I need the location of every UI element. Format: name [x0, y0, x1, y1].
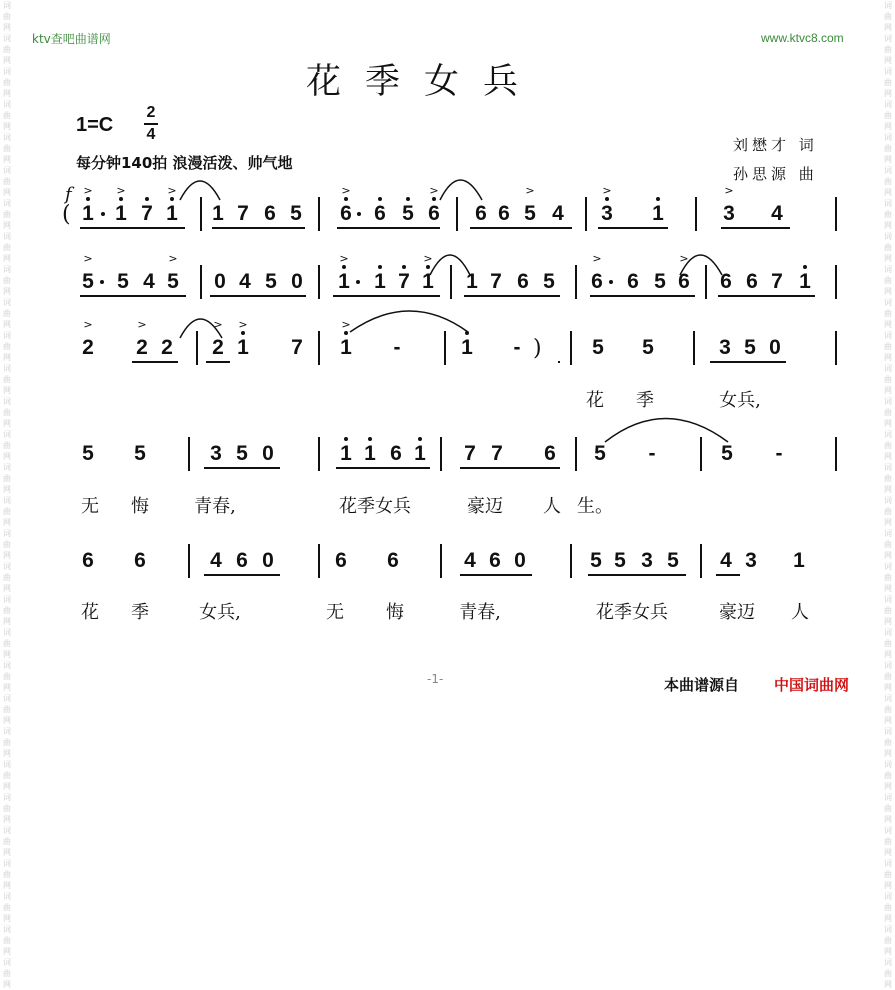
note: -	[393, 336, 401, 359]
lyric: 女兵,	[719, 390, 761, 411]
note: 5	[402, 202, 414, 225]
note: 5	[265, 270, 277, 293]
note: 4	[143, 270, 155, 293]
octave-dot-high	[241, 331, 245, 335]
note: -	[775, 442, 783, 465]
watermark-left: 词曲网词曲网词曲网词曲网词曲网词曲网词曲网词曲网词曲网词曲网词曲网词曲网词曲网词曲网词曲网词曲网词曲网词曲网词曲网词曲网词曲网词曲网词曲网词曲网词曲网词曲网词曲网词曲网词曲网词曲网	[3, 1, 11, 989]
beam-underline	[206, 361, 230, 363]
barline	[318, 331, 320, 365]
note: 6	[236, 549, 248, 572]
beam-underline	[460, 467, 560, 469]
beam-underline	[132, 361, 178, 363]
note: 1	[340, 442, 352, 465]
note: 1	[115, 202, 127, 225]
barline	[318, 265, 320, 299]
accent-mark: >	[83, 252, 93, 265]
barline	[693, 331, 695, 365]
beam-underline	[80, 295, 186, 297]
barline	[440, 544, 442, 578]
note: 5	[543, 270, 555, 293]
page-number: -1-	[427, 672, 444, 686]
note: 4	[771, 202, 783, 225]
accent-mark: >	[592, 252, 602, 265]
accent-mark: >	[213, 318, 223, 331]
beam-underline	[558, 361, 560, 363]
beam-underline	[336, 467, 430, 469]
octave-dot-high	[145, 197, 149, 201]
lyric: 女兵,	[199, 602, 241, 623]
lyric: 悔	[386, 602, 404, 623]
octave-dot-high	[426, 265, 430, 269]
note: 0	[214, 270, 226, 293]
note: 5	[614, 549, 626, 572]
note: 7	[398, 270, 410, 293]
note: 7	[464, 442, 476, 465]
barline	[835, 265, 837, 299]
beam-underline	[333, 295, 440, 297]
octave-dot-high	[418, 437, 422, 441]
lyricist-credit: 刘懋才 词	[733, 136, 818, 154]
source-label: 本曲谱源自	[664, 676, 740, 694]
note: 0	[262, 442, 274, 465]
note: 2	[82, 336, 94, 359]
lyric: 豪迈	[719, 602, 755, 623]
note: 1	[793, 549, 805, 572]
tempo-marking: 每分钟140拍 浪漫活泼、帅气地	[76, 154, 293, 172]
accent-mark: >	[724, 184, 734, 197]
closing-paren: )	[533, 336, 542, 361]
note: 5	[667, 549, 679, 572]
octave-dot-high	[344, 437, 348, 441]
note: 5	[744, 336, 756, 359]
time-signature-bottom: 4	[146, 126, 156, 143]
note: 5	[82, 270, 94, 293]
note: 0	[262, 549, 274, 572]
beam-underline	[721, 227, 790, 229]
lyric: 花季女兵	[596, 602, 668, 623]
note: 5	[236, 442, 248, 465]
note: 0	[514, 549, 526, 572]
barline	[570, 331, 572, 365]
barline	[835, 437, 837, 471]
note: 6	[489, 549, 501, 572]
octave-dot-high	[344, 331, 348, 335]
octave-dot-high	[368, 437, 372, 441]
beam-underline	[80, 227, 185, 229]
accent-mark: >	[137, 318, 147, 331]
note: 6	[627, 270, 639, 293]
octave-dot-high	[402, 265, 406, 269]
lyric: 季	[636, 390, 654, 411]
beam-underline	[588, 574, 686, 576]
note: 4	[552, 202, 564, 225]
note: 6	[264, 202, 276, 225]
beam-underline	[204, 467, 280, 469]
note: 5	[642, 336, 654, 359]
note: 6	[428, 202, 440, 225]
note: 6	[374, 202, 386, 225]
slur	[605, 419, 728, 443]
note: 5	[524, 202, 536, 225]
accent-mark: >	[167, 184, 177, 197]
octave-dot-high	[378, 265, 382, 269]
beam-underline	[460, 574, 532, 576]
note: 6	[82, 549, 94, 572]
lyric: 青春,	[459, 602, 501, 623]
octave-dot-high	[170, 197, 174, 201]
barline	[456, 197, 458, 231]
beam-underline	[464, 295, 560, 297]
lyric: 青春,	[194, 496, 236, 517]
octave-dot-high	[803, 265, 807, 269]
note: 4	[720, 549, 732, 572]
accent-mark: >	[83, 318, 93, 331]
note: 1	[166, 202, 178, 225]
accent-mark: >	[341, 318, 351, 331]
barline	[444, 331, 446, 365]
beam-underline	[212, 227, 305, 229]
accent-mark: >	[168, 252, 178, 265]
dynamic-mark: f	[65, 184, 72, 205]
octave-dot-high	[344, 197, 348, 201]
tie	[440, 180, 482, 200]
accent-mark: >	[525, 184, 535, 197]
note: 1	[338, 270, 350, 293]
time-signature-top: 2	[146, 104, 156, 121]
barline	[318, 437, 320, 471]
note: 5	[721, 442, 733, 465]
beam-underline	[337, 227, 440, 229]
accent-mark: >	[341, 184, 351, 197]
octave-dot-high	[378, 197, 382, 201]
lyric: 悔	[131, 496, 149, 517]
note: 0	[769, 336, 781, 359]
barline	[700, 544, 702, 578]
note: 3	[641, 549, 653, 572]
watermark-right: 词曲网词曲网词曲网词曲网词曲网词曲网词曲网词曲网词曲网词曲网词曲网词曲网词曲网词曲网词曲网词曲网词曲网词曲网词曲网词曲网词曲网词曲网词曲网词曲网词曲网词曲网词曲网词曲网词曲网词曲网	[884, 1, 892, 989]
note: 1	[82, 202, 94, 225]
note: 7	[237, 202, 249, 225]
augmentation-dot	[101, 212, 105, 216]
augmentation-dot	[609, 280, 613, 284]
note: 3	[601, 202, 613, 225]
note: 1	[364, 442, 376, 465]
note: 6	[678, 270, 690, 293]
barline	[188, 437, 190, 471]
note: 2	[161, 336, 173, 359]
slur	[350, 311, 468, 332]
octave-dot-high	[406, 197, 410, 201]
source-site-link[interactable]: 中国词曲网	[774, 676, 850, 694]
note: 5	[654, 270, 666, 293]
note: 7	[141, 202, 153, 225]
barline	[200, 197, 202, 231]
note: 6	[720, 270, 732, 293]
note: 1	[340, 336, 352, 359]
note: 6	[340, 202, 352, 225]
note: 7	[490, 270, 502, 293]
lyric: 人	[791, 602, 809, 623]
note: 6	[387, 549, 399, 572]
accent-mark: >	[429, 184, 439, 197]
beam-underline	[590, 295, 695, 297]
note: 1	[414, 442, 426, 465]
note: 7	[771, 270, 783, 293]
octave-dot-high	[465, 331, 469, 335]
octave-dot-high	[605, 197, 609, 201]
note: 6	[498, 202, 510, 225]
site-name-left[interactable]: ktv查吧曲谱网	[32, 32, 111, 46]
barline	[570, 544, 572, 578]
note: -	[513, 336, 521, 359]
note: 5	[590, 549, 602, 572]
beam-underline	[716, 574, 740, 576]
beam-underline	[710, 361, 786, 363]
note: 0	[291, 270, 303, 293]
barline	[575, 437, 577, 471]
accent-mark: >	[602, 184, 612, 197]
note: 6	[134, 549, 146, 572]
beam-underline	[204, 574, 280, 576]
opening-paren: (	[62, 202, 71, 227]
barline	[705, 265, 707, 299]
note: 3	[723, 202, 735, 225]
note: 2	[212, 336, 224, 359]
augmentation-dot	[357, 212, 361, 216]
barline	[200, 265, 202, 299]
note: 3	[210, 442, 222, 465]
octave-dot-high	[432, 197, 436, 201]
beam-underline	[210, 295, 306, 297]
lyric: 季	[131, 602, 149, 623]
augmentation-dot	[356, 280, 360, 284]
augmentation-dot	[100, 280, 104, 284]
barline	[188, 544, 190, 578]
barline	[695, 197, 697, 231]
lyric: 人	[543, 496, 561, 517]
note: 5	[117, 270, 129, 293]
key-signature: 1=C	[76, 114, 114, 136]
note: 1	[466, 270, 478, 293]
lyric: 花季女兵	[339, 496, 411, 517]
note: 5	[592, 336, 604, 359]
note: 2	[136, 336, 148, 359]
note: 1	[422, 270, 434, 293]
song-title: 花季女兵	[306, 62, 543, 102]
note: 3	[719, 336, 731, 359]
barline	[835, 197, 837, 231]
lyric: 生。	[577, 496, 613, 517]
barline	[318, 197, 320, 231]
note: 6	[517, 270, 529, 293]
beam-underline	[598, 227, 668, 229]
accent-mark: >	[116, 184, 126, 197]
barline	[585, 197, 587, 231]
note: 4	[210, 549, 222, 572]
barline	[575, 265, 577, 299]
accent-mark: >	[679, 252, 689, 265]
barline	[450, 265, 452, 299]
barline	[835, 331, 837, 365]
accent-mark: >	[238, 318, 248, 331]
note: 5	[290, 202, 302, 225]
note: 6	[475, 202, 487, 225]
barline	[196, 331, 198, 365]
note: 5	[134, 442, 146, 465]
note: 6	[544, 442, 556, 465]
note: 4	[464, 549, 476, 572]
octave-dot-high	[342, 265, 346, 269]
note: 7	[291, 336, 303, 359]
note: 1	[461, 336, 473, 359]
note: -	[648, 442, 656, 465]
note: 6	[591, 270, 603, 293]
lyric: 无	[326, 602, 344, 623]
lyric: 无	[81, 496, 99, 517]
barline	[440, 437, 442, 471]
note: 4	[239, 270, 251, 293]
barline	[318, 544, 320, 578]
note: 6	[335, 549, 347, 572]
barline	[700, 437, 702, 471]
note: 6	[746, 270, 758, 293]
composer-credit: 孙思源 曲	[733, 165, 818, 183]
octave-dot-high	[656, 197, 660, 201]
accent-mark: >	[83, 184, 93, 197]
lyric: 花	[586, 390, 604, 411]
note: 5	[594, 442, 606, 465]
octave-dot-high	[86, 197, 90, 201]
note: 3	[745, 549, 757, 572]
beam-underline	[718, 295, 815, 297]
note: 1	[237, 336, 249, 359]
note: 6	[390, 442, 402, 465]
accent-mark: >	[423, 252, 433, 265]
lyric: 花	[81, 602, 99, 623]
note: 1	[374, 270, 386, 293]
site-url-right[interactable]: www.ktvc8.com	[761, 31, 844, 45]
note: 5	[167, 270, 179, 293]
note: 1	[652, 202, 664, 225]
note: 7	[491, 442, 503, 465]
octave-dot-high	[119, 197, 123, 201]
accent-mark: >	[339, 252, 349, 265]
lyric: 豪迈	[467, 496, 503, 517]
note: 5	[82, 442, 94, 465]
beam-underline	[470, 227, 572, 229]
note: 1	[212, 202, 224, 225]
note: 1	[799, 270, 811, 293]
